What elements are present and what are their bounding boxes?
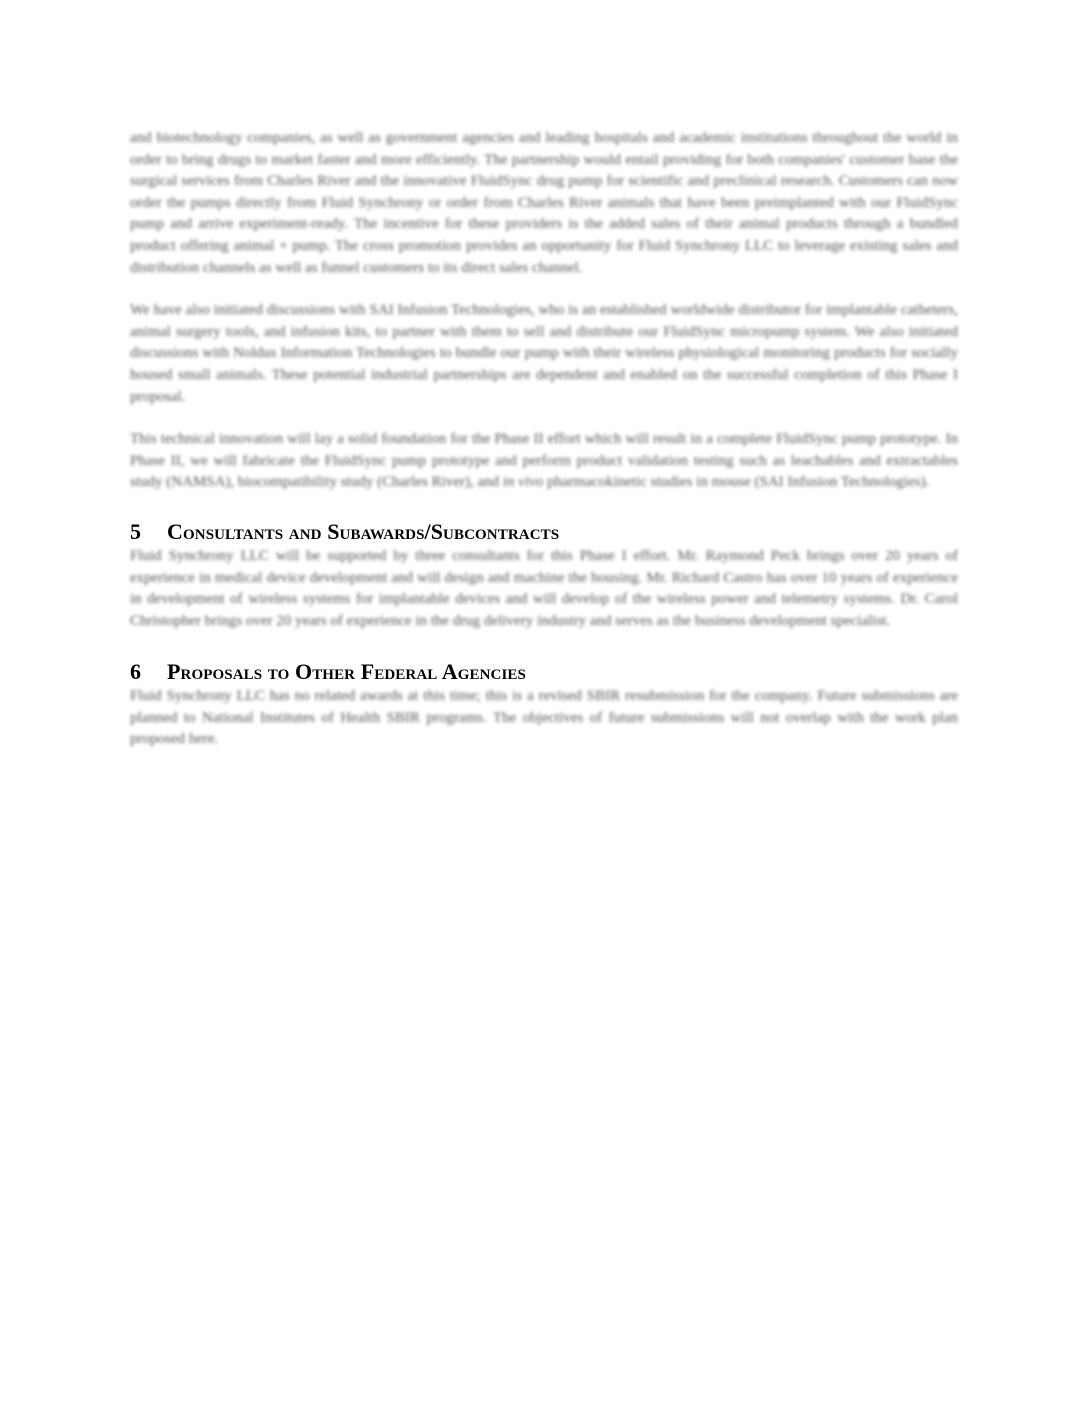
paragraph-spacer <box>130 408 958 429</box>
phase2-text-italic: in vivo <box>502 474 544 491</box>
section-5-number: 5 <box>130 518 141 544</box>
phase2-text-end: pharmacokinetic studies in mouse (SAI Infusion Technologies). <box>543 474 930 491</box>
section-6-heading <box>130 658 958 686</box>
section-6-body: Fluid Synchrony LLC has no related awards at this time; this is a revised SBIR resubmission for the company. Future submissions are planned to National Institutes of Health SBIR programs. The objectives of future submissions will not overlap with the work plan proposed here. <box>130 688 958 748</box>
section-5-heading <box>130 518 958 546</box>
paragraph-partnership: and biotechnology companies, as well as government agencies and leading hospitals and academic institutions throughout the world in order to bring drugs to market faster and more efficiently. The partnership would entail providing for both companies' customer base the surgical services from Charles River and the innovative FluidSync drug pump for scientific and preclinical research. Customers can now order the pumps directly from Fluid Synchrony or order from Charles River animals that have been preimplanted with our FluidSync pump and arrive experiment-ready. The incentive for these providers is the added sales of their animal products through a bundled product offering animal + pump. The cross promotion provides an opportunity for Fluid Synchrony LLC to leverage existing sales and distribution channels as well as funnel customers to its direct sales channel. <box>130 130 958 276</box>
section-5-title: Consultants and Subawards/Subcontracts <box>167 518 560 544</box>
section-6-number: 6 <box>130 659 141 685</box>
phase2-text-start: This technical innovation will lay a solid foundation for the Phase II effort which will result in a complete FluidSync pump prototype. In Phase II, we will fabricate the FluidSync pump prototype and perform product validation testing such as leachables and extractables study (NAMSA), biocompatibility study (Charles River), and <box>130 431 958 491</box>
paragraph-spacer <box>130 279 958 300</box>
paragraph-phase2 <box>130 429 958 494</box>
section-6-title: Proposals to Other Federal Agencies <box>167 659 526 685</box>
section-5-body: Fluid Synchrony LLC will be supported by three consultants for this Phase I effort. Mr. Raymond Peck brings over 20 years of experience in medical device development and will design and machine the housing. Mr. Richard Castro has over 10 years of experience in development of wireless systems for implantable devices and will develop of the wireless power and telemetry systems. Dr. Carol Christopher brings over 20 years of experience in the drug delivery industry and serves as the business development specialist. <box>130 547 958 629</box>
document-body <box>130 128 958 751</box>
paragraph-distribution: We have also initiated discussions with SAI Infusion Technologies, who is an established worldwide distributor for implantable catheters, animal surgery tools, and infusion kits, to partner with them to sell and distribute our FluidSync micropump system. We also initiated discussions with Noldus Information Technologies to bundle our pump with their wireless physiological monitoring products for socially housed small animals. These potential industrial partnerships are dependent and enabled on the successful completion of this Phase I proposal. <box>130 302 958 405</box>
